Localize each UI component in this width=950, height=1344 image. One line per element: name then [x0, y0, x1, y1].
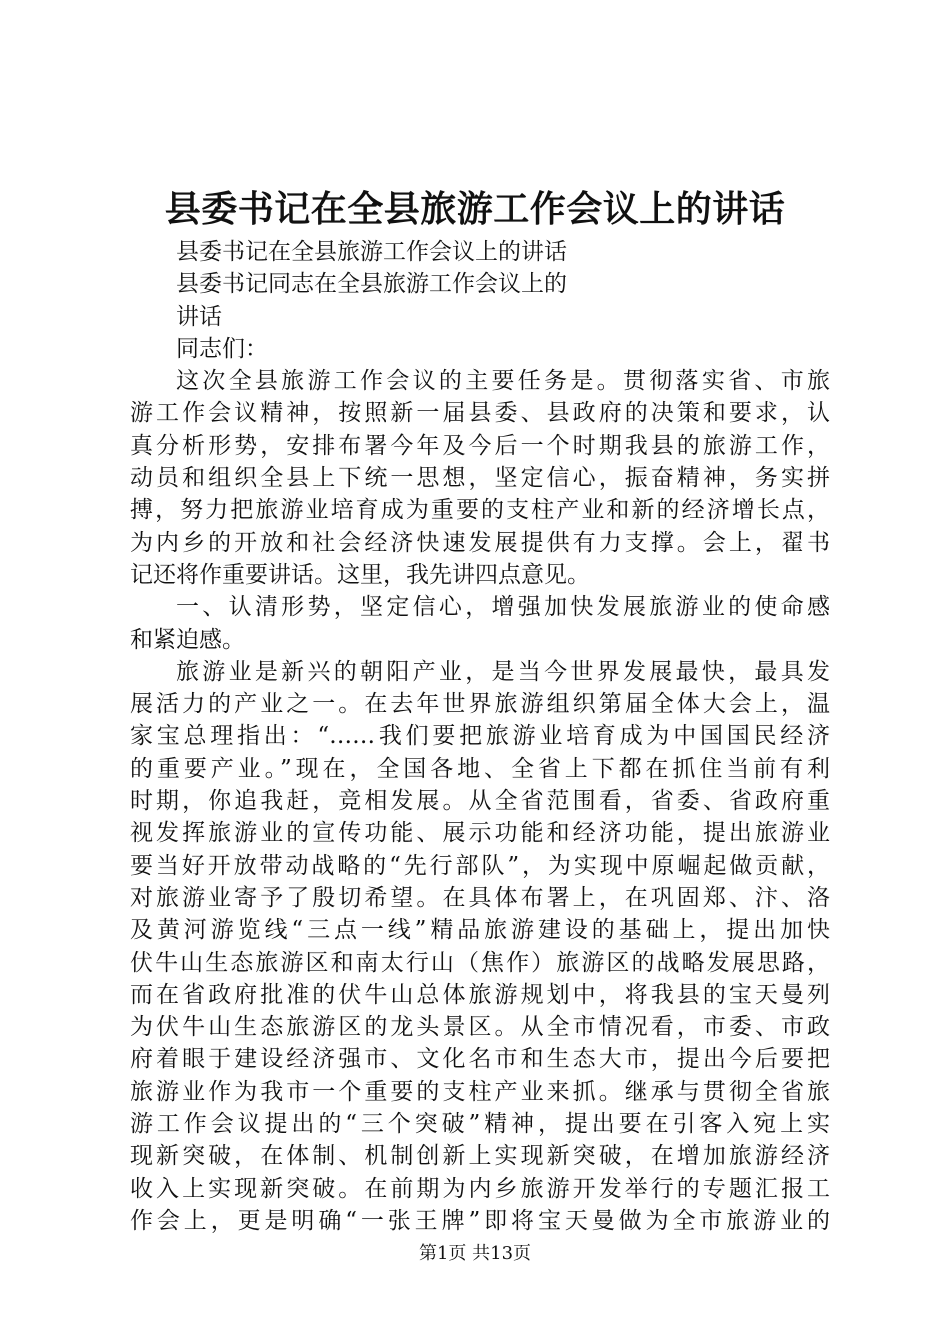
text-line: 家宝总理指出：“……我们要把旅游业培育成为中国国民经济 — [130, 723, 830, 750]
text-line: 和紧迫感。 — [130, 626, 245, 653]
text-line: 为伏牛山生态旅游区的龙头景区。从全市情况看，市委、市政 — [130, 1014, 830, 1041]
text-line: 县委书记同志在全县旅游工作会议上的 — [176, 271, 567, 298]
text-line: 为内乡的开放和社会经济快速发展提供有力支撑。会上，翟书 — [130, 529, 830, 556]
text-line: 要当好开放带动战略的“先行部队”，为实现中原崛起做贡献， — [130, 852, 830, 879]
text-line: 现新突破，在体制、机制创新上实现新突破，在增加旅游经济 — [130, 1143, 830, 1170]
text-line: 记还将作重要讲话。这里，我先讲四点意见。 — [130, 561, 590, 588]
text-line: 对旅游业寄予了殷切希望。在具体布署上，在巩固郑、汴、洛 — [130, 884, 830, 911]
text-line: 县委书记在全县旅游工作会议上的讲话 — [176, 239, 567, 265]
text-line: 动员和组织全县上下统一思想，坚定信心，振奋精神，务实拼 — [130, 465, 830, 492]
page-footer: 第1页 共13页 — [418, 1243, 532, 1264]
text-line: 视发挥旅游业的宣传功能、展示功能和经济功能，提出旅游业 — [130, 820, 830, 847]
text-line: 旅游业作为我市一个重要的支柱产业来抓。继承与贯彻全省旅 — [130, 1078, 830, 1105]
text-line: 及黄河游览线“三点一线”精品旅游建设的基础上，提出加快 — [130, 917, 830, 944]
text-line: 游工作会议精神，按照新一届县委、县政府的决策和要求，认 — [130, 400, 830, 427]
text-line: 府着眼于建设经济强市、文化名市和生态大市，提出今后要把 — [130, 1046, 830, 1073]
text-line: 一、认清形势，坚定信心，增强加快发展旅游业的使命感 — [176, 594, 830, 621]
document-body — [130, 236, 830, 1237]
text-line: 时期，你追我赶，竞相发展。从全省范围看，省委、省政府重 — [130, 788, 830, 815]
text-line: 这次全县旅游工作会议的主要任务是。贯彻落实省、市旅 — [176, 368, 830, 395]
text-line: 旅游业是新兴的朝阳产业，是当今世界发展最快，最具发 — [176, 658, 830, 685]
text-line: 伏牛山生态旅游区和南太行山（焦作）旅游区的战略发展思路， — [130, 949, 830, 976]
text-line: 同志们： — [176, 335, 268, 362]
text-line: 游工作会议提出的“三个突破”精神，提出要在引客入宛上实 — [130, 1111, 830, 1138]
text-line: 讲话 — [176, 303, 222, 330]
text-line: 真分析形势，安排布署今年及今后一个时期我县的旅游工作， — [130, 432, 830, 459]
text-line: 而在省政府批准的伏牛山总体旅游规划中，将我县的宝天曼列 — [130, 981, 830, 1008]
text-line: 作会上，更是明确“一张王牌”即将宝天曼做为全市旅游业的 — [130, 1207, 830, 1234]
text-line: 收入上实现新突破。在前期为内乡旅游开发举行的专题汇报工 — [130, 1175, 830, 1202]
text-line: 搏，努力把旅游业培育成为重要的支柱产业和新的经济增长点， — [130, 497, 830, 524]
document-title: 县委书记在全县旅游工作会议上的讲话 — [164, 188, 786, 230]
text-line: 的重要产业。”现在，全国各地、全省上下都在抓住当前有利 — [130, 755, 830, 782]
text-line: 展活力的产业之一。在去年世界旅游组织第届全体大会上，温 — [130, 691, 830, 718]
